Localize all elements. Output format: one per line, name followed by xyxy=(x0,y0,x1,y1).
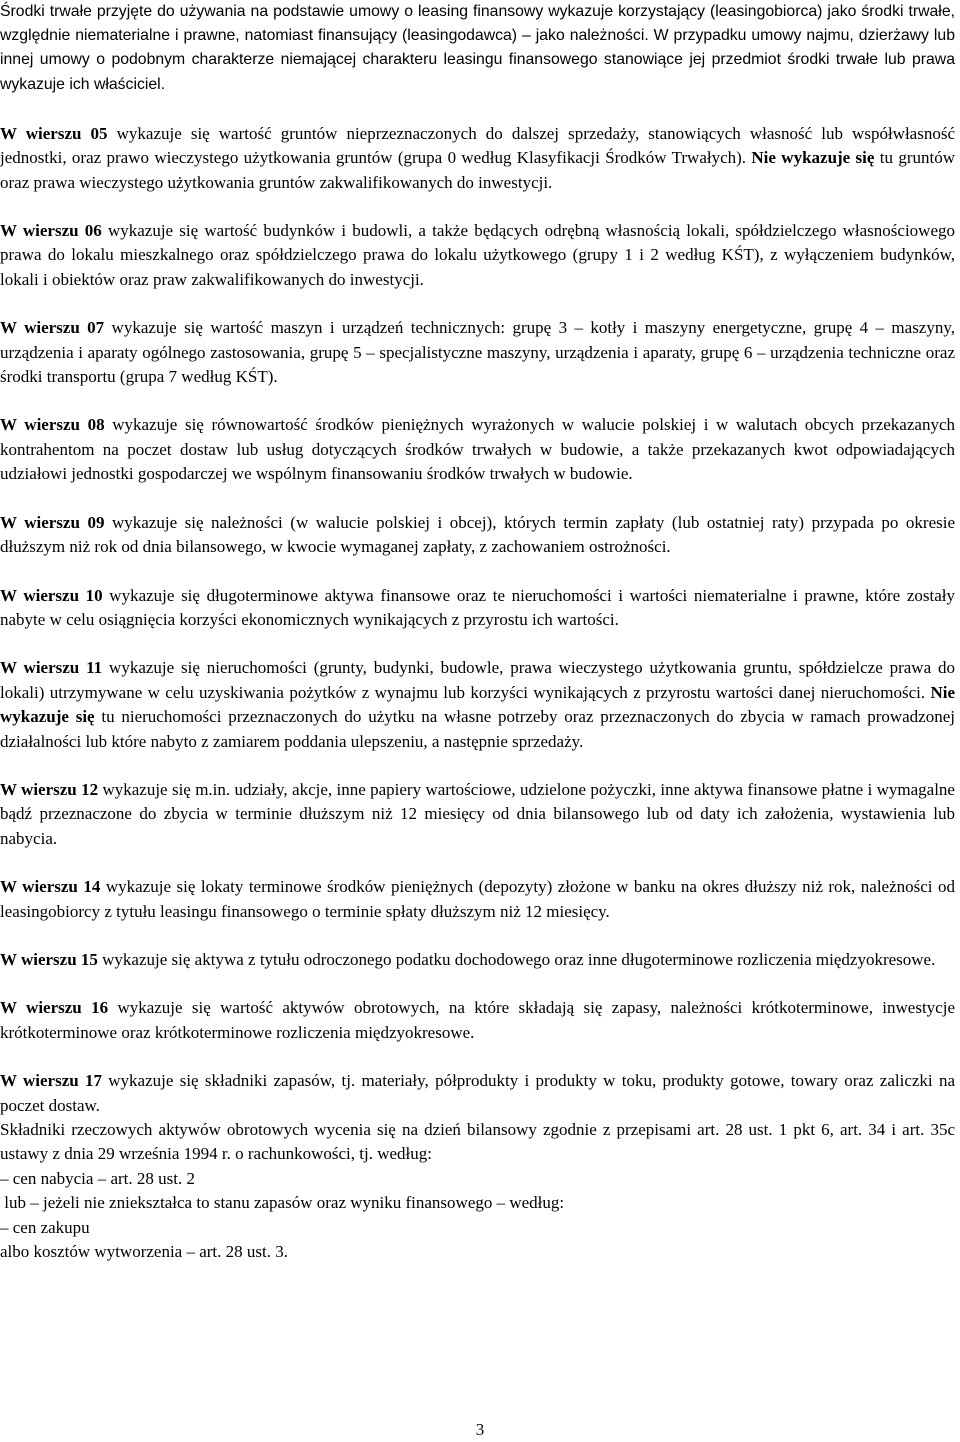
row-text: wykazuje się równowartość środków pieniężnych wyrażonych w walucie polskiej i w walutach obcych przekazanych kontrahentom na poczet dostaw lub usług dotyczących środków trwałych w budowie, a także przekazanych kwot odpowiadających udziałowi jednostki gospodarczej we wspólnym finansowaniu środków trwałych w budowie. xyxy=(0,415,955,484)
row-text: wykazuje się wartość maszyn i urządzeń technicznych: grupę 3 – kotły i maszyny energetyczne, grupę 4 – maszyny, urządzenia i aparaty ogólnego zastosowania, grupę 5 – specjalistyczne maszyny, urządzenia i aparaty, grupę 6 – urządzenia techniczne oraz środki transportu (grupa 7 według KŚT). xyxy=(0,318,956,387)
row-text: wykazuje się lokaty terminowe środków pieniężnych (depozyty) złożone w banku na okres dłuższy niż rok, należności od leasingobiorcy z tytułu leasingu finansowego o terminie spłaty dłuższym niż 12 miesięcy. xyxy=(0,877,955,921)
row-exclusion-label: Nie wykazuje się xyxy=(0,682,955,727)
row-text: wykazuje się wartość aktywów obrotowych, na które składają się zapasy, należności krótkoterminowe, inwestycje krótkoterminowe oraz krótkoterminowe rozliczenia międzyokresowe. xyxy=(0,998,955,1042)
row-label: W wierszu 07 xyxy=(0,318,105,338)
row-text: wykazuje się składniki zapasów, tj. materiały, półprodukty i produkty w toku, produkty gotowe, towary oraz zaliczki na poczet dostaw. xyxy=(0,1071,955,1115)
row-text: wykazuje się aktywa z tytułu odroczonego podatku dochodowego oraz inne długoterminowe rozliczenia międzyokresowe. xyxy=(97,949,936,969)
row-label: W wierszu 14 xyxy=(0,877,101,897)
valuation-line-condition: lub – jeżeli nie zniekształca to stanu zapasów oraz wyniku finansowego – według: xyxy=(0,1193,565,1213)
row-label: W wierszu 08 xyxy=(0,415,105,435)
row-label: W wierszu 16 xyxy=(0,998,109,1018)
row-label: W wierszu 15 xyxy=(0,949,98,969)
row-text: wykazuje się wartość gruntów nieprzeznaczonych do dalszej sprzedaży, stanowiących własność lub współwłasność jednostki, oraz prawo wieczystego użytkowania gruntów (grupa 0 według Klasyfikacji Środków Trwałych). xyxy=(0,123,955,168)
paragraph-row-08 xyxy=(0,413,955,486)
paragraph-row-11 xyxy=(0,656,955,754)
paragraph-row-10 xyxy=(0,584,955,633)
row-text-continued: tu gruntów oraz prawa wieczystego użytkowania gruntów zakwalifikowanych do inwestycji. xyxy=(0,148,956,192)
paragraph-row-09 xyxy=(0,511,955,560)
valuation-line-production-cost: albo kosztów wytworzenia – art. 28 ust. 3. xyxy=(0,1242,288,1262)
valuation-paragraph: Składniki rzeczowych aktywów obrotowych wycenia się na dzień bilansowy zgodnie z przepisami art. 28 ust. 1 pkt 6, art. 34 i art. 35c ustawy z dnia 29 września 1994 r. o rachunkowości, tj. według: xyxy=(0,1120,955,1164)
row-label: W wierszu 10 xyxy=(0,585,103,605)
row-label: W wierszu 17 xyxy=(0,1071,102,1091)
row-text: wykazuje się wartość budynków i budowli, a także będących odrębną własnością lokali, spółdzielczego własnościowego prawa do lokalu mieszkalnego oraz spółdzielczego prawa do lokalu użytkowego (grupy 1 i 2 według KŚT), z wyłączeniem budynków, lokali i obiektów oraz praw zakwalifikowanych do inwestycji. xyxy=(0,221,956,289)
valuation-line-purchase-price: – cen nabycia – art. 28 ust. 2 xyxy=(0,1168,195,1188)
row-text-continued: tu nieruchomości przeznaczonych do użytku na własne potrzeby oraz przeznaczonych do zbycia w ramach prowadzonej działalności lub które nabyto z zamiarem poddania ulepszeniu, a następnie sprzedaży. xyxy=(0,707,955,751)
paragraph-row-12 xyxy=(0,778,955,851)
row-label: W wierszu 11 xyxy=(0,658,103,678)
row-exclusion-label: Nie wykazuje się xyxy=(751,148,875,168)
paragraph-row-15 xyxy=(0,948,955,972)
paragraph-row-14 xyxy=(0,875,955,924)
row-label: W wierszu 12 xyxy=(0,779,99,799)
row-text: wykazuje się długoterminowe aktywa finansowe oraz te nieruchomości i wartości niematerialne i prawne, które zostały nabyte w celu osiągnięcia korzyści ekonomicznych wynikających z przyrostu ich wartości. xyxy=(0,585,956,629)
row-text: wykazuje się nieruchomości (grunty, budynki, budowle, prawa wieczystego użytkowania gruntu, spółdzielcze prawa do lokali) utrzymywane w celu uzyskiwania pożytków z wynajmu lub korzyści wynikających z przyrostu wartości danej nieruchomości. xyxy=(0,658,955,702)
paragraph-row-06 xyxy=(0,219,955,292)
row-label: W wierszu 06 xyxy=(0,221,102,241)
paragraph-row-17 xyxy=(0,1069,955,1118)
paragraph-row-05 xyxy=(0,122,955,195)
paragraph-row-07 xyxy=(0,316,955,389)
row-label: W wierszu 09 xyxy=(0,512,105,532)
valuation-line-purchase-cost: – cen zakupu xyxy=(0,1217,90,1237)
row-text: wykazuje się należności (w walucie polskiej i obcej), których termin zapłaty (lub ostatniej raty) przypada po okresie dłuższym niż rok od dnia bilansowego, w kwocie wymaganej zapłaty, z zachowaniem ostrożności. xyxy=(0,512,955,557)
row-label: W wierszu 05 xyxy=(0,123,108,143)
intro-paragraph: Środki trwałe przyjęte do używania na podstawie umowy o leasing finansowy wykazuje korzystający (leasingobiorca) jako środki trwałe, względnie niematerialne i prawne, natomiast finansujący (leasingodawca) – jako należności. W przypadku umowy najmu, dzierżawy lub innej umowy o podobnym charakterze niemającej charakteru leasingu finansowego stanowiące jej przedmiot środki trwałe lub prawa wykazuje ich właściciel. xyxy=(0,3,955,93)
row-text: wykazuje się m.in. udziały, akcje, inne papiery wartościowe, udzielone pożyczki, inne aktywa finansowe płatne i wymagalne bądź przeznaczone do zbycia w terminie dłuższym niż 12 miesięcy od dnia bilansowego lub od daty ich założenia, wystawienia lub nabycia. xyxy=(0,779,955,848)
page-number: 3 xyxy=(475,1420,485,1439)
paragraph-row-16 xyxy=(0,996,955,1045)
